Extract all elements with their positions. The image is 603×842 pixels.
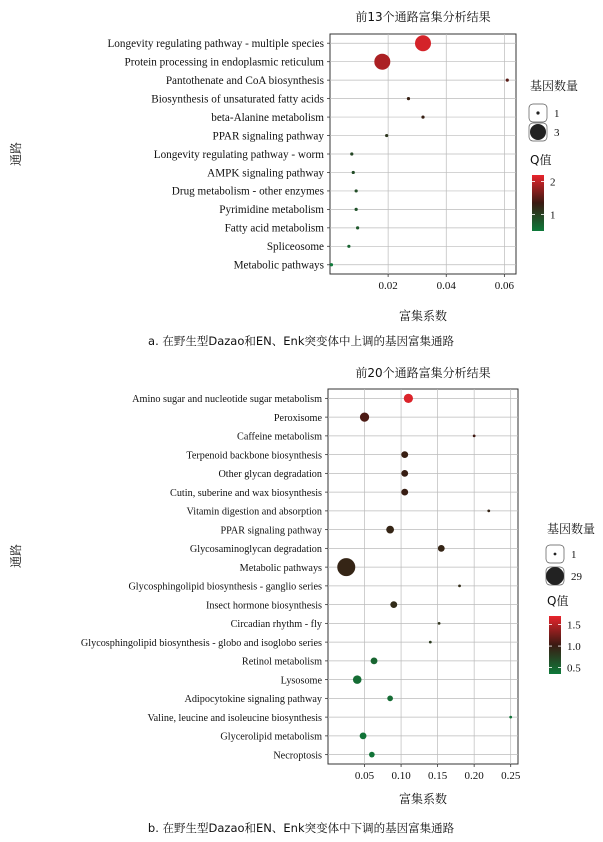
data-point: [438, 545, 445, 552]
data-point: [401, 451, 408, 458]
size-legend-label: 29: [571, 571, 582, 583]
data-point: [415, 35, 431, 51]
y-category-label: Insect hormone biosynthesis: [205, 600, 322, 612]
color-legend-title: Q值: [547, 594, 569, 608]
y-category-label: Necroptosis: [273, 750, 322, 762]
x-axis-label: 富集系数: [398, 792, 448, 806]
y-category-label: Terpenoid backbone biosynthesis: [186, 450, 322, 462]
y-category-label: Glycosaminoglycan degradation: [189, 544, 322, 556]
y-category-label: Metabolic pathways: [239, 562, 322, 574]
color-legend-label: 1.5: [567, 619, 581, 632]
data-point: [387, 696, 393, 702]
data-point: [509, 716, 512, 719]
data-point: [407, 97, 410, 100]
x-tick-label: 0.04: [436, 280, 456, 292]
data-point: [337, 558, 355, 576]
chart-a: [9, 9, 578, 348]
y-category-label: Pyrimidine metabolism: [219, 204, 324, 217]
data-point: [438, 622, 441, 625]
x-tick-label: 0.06: [494, 280, 514, 292]
data-point: [369, 752, 375, 758]
data-point: [473, 434, 476, 437]
y-category-label: Lysosome: [280, 675, 322, 687]
y-category-label: Vitamin digestion and absorption: [186, 506, 322, 518]
color-legend-label: 1: [550, 209, 556, 222]
y-category-label: Fatty acid metabolism: [224, 222, 324, 235]
size-legend-label: 1: [571, 549, 577, 561]
size-legend-label: 3: [554, 127, 560, 139]
y-category-label: Pantothenate and CoA biosynthesis: [165, 74, 324, 87]
chart-title: 前20个通路富集分析结果: [355, 366, 491, 380]
y-category-label: Glycosphingolipid biosynthesis - globo and isoglobo series: [80, 637, 322, 649]
x-tick-label: 0.05: [354, 770, 375, 782]
plot-frame: [328, 389, 518, 764]
size-legend-dot: [554, 553, 557, 556]
data-point: [360, 413, 369, 422]
data-point: [356, 226, 359, 229]
y-category-label: Circadian rhythm - fly: [230, 619, 322, 631]
y-category-label: PPAR signaling pathway: [220, 525, 322, 537]
y-category-label: Drug metabolism - other enzymes: [171, 185, 324, 198]
size-legend-title: 基因数量: [547, 522, 596, 536]
y-category-label: Caffeine metabolism: [237, 431, 322, 443]
y-category-label: Protein processing in endoplasmic reticulum: [124, 56, 324, 69]
y-category-label: Other glycan degradation: [218, 469, 322, 481]
y-category-label: Peroxisome: [273, 412, 322, 424]
y-category-label: Valine, leucine and isoleucine biosynthesis: [147, 712, 322, 724]
x-tick-label: 0.10: [391, 770, 411, 782]
color-legend-bar: [532, 175, 544, 231]
y-category-label: Spliceosome: [266, 241, 324, 254]
data-point: [350, 152, 353, 155]
x-tick-label: 0.02: [378, 280, 398, 292]
size-legend-dot: [536, 111, 539, 114]
size-legend-title: 基因数量: [530, 79, 579, 93]
color-legend-title: Q值: [530, 153, 552, 167]
data-point: [458, 584, 461, 587]
x-axis-label: 富集系数: [398, 309, 448, 323]
y-category-label: PPAR signaling pathway: [212, 130, 324, 143]
y-category-label: Biosynthesis of unsaturated fatty acids: [151, 93, 324, 106]
figure-caption: b. 在野生型Dazao和EN、Enk突变体中下调的基因富集通路: [147, 821, 455, 835]
y-category-label: Glycerolipid metabolism: [220, 731, 322, 743]
data-point: [421, 115, 424, 118]
size-legend-label: 1: [554, 108, 560, 120]
figure-caption: a. 在野生型Dazao和EN、Enk突变体中上调的基因富集通路: [148, 334, 454, 348]
x-tick-label: 0.15: [427, 770, 448, 782]
y-category-label: AMPK signaling pathway: [207, 167, 324, 180]
y-category-label: Longevity regulating pathway - multiple species: [107, 38, 324, 51]
data-point: [352, 171, 355, 174]
y-category-label: Amino sugar and nucleotide sugar metabolism: [132, 394, 322, 406]
data-point: [371, 657, 378, 664]
x-tick-label: 0.25: [501, 770, 521, 782]
color-legend-label: 0.5: [567, 662, 581, 675]
y-category-label: Adipocytokine signaling pathway: [184, 694, 322, 706]
y-axis-label: 通路: [9, 543, 23, 569]
data-point: [330, 263, 333, 266]
y-category-label: Cutin, suberine and wax biosynthesis: [170, 487, 322, 499]
x-tick-label: 0.20: [464, 770, 484, 782]
color-legend-label: 2: [550, 176, 556, 189]
data-point: [347, 245, 350, 248]
data-point: [404, 394, 413, 403]
y-category-label: Retinol metabolism: [241, 656, 322, 668]
data-point: [487, 509, 490, 512]
data-point: [355, 189, 358, 192]
data-point: [374, 54, 390, 70]
data-point: [429, 641, 432, 644]
chart-b: [9, 365, 595, 835]
data-point: [506, 79, 509, 82]
color-legend-label: 1.0: [567, 641, 581, 654]
y-category-label: Metabolic pathways: [233, 259, 324, 272]
data-point: [360, 732, 367, 739]
size-legend-dot: [530, 124, 546, 140]
data-point: [385, 134, 388, 137]
chart-title: 前13个通路富集分析结果: [355, 10, 491, 24]
size-legend-dot: [546, 567, 564, 585]
data-point: [353, 675, 362, 684]
data-point: [401, 489, 408, 496]
y-axis-label: 通路: [9, 141, 23, 167]
data-point: [386, 526, 394, 534]
data-point: [390, 601, 397, 608]
y-category-label: Glycosphingolipid biosynthesis - ganglio series: [128, 581, 322, 593]
data-point: [401, 470, 408, 477]
y-category-label: Longevity regulating pathway - worm: [153, 148, 324, 161]
y-category-label: beta-Alanine metabolism: [211, 111, 324, 124]
data-point: [355, 208, 358, 211]
